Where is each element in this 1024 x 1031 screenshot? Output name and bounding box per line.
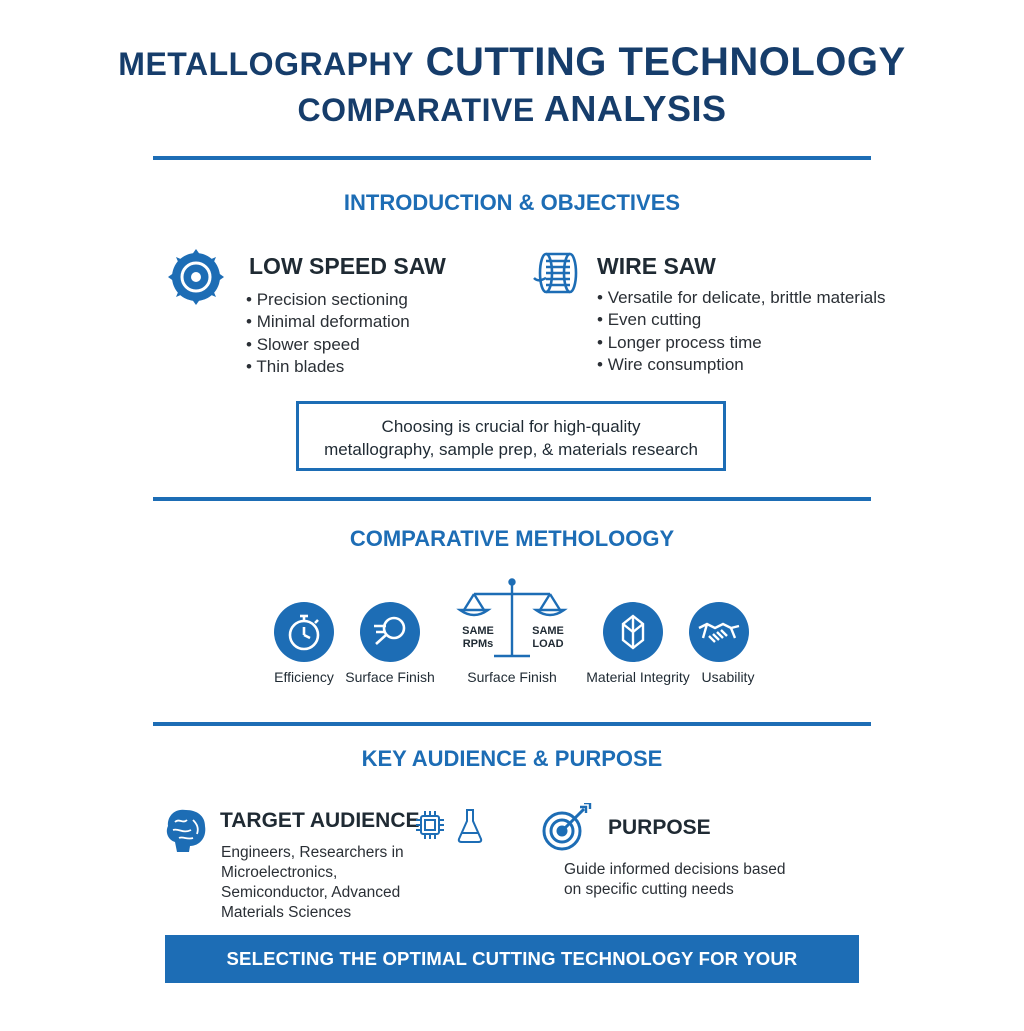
title-cutting-technology: CUTTING TECHNOLOGY <box>425 40 906 84</box>
wire-saw-bullets <box>597 287 885 376</box>
scale-left-pan-text <box>458 625 498 651</box>
purpose-title: PURPOSE <box>608 816 711 839</box>
low-speed-saw-title: LOW SPEED SAW <box>249 253 446 279</box>
method-label-surface-finish: Surface Finish <box>345 669 435 685</box>
target-audience-text <box>221 843 404 923</box>
list-item: • Versatile for delicate, brittle materials <box>597 287 885 309</box>
stopwatch-icon <box>274 602 334 662</box>
brain-icon <box>163 806 209 858</box>
divider-3 <box>153 722 871 726</box>
method-label-efficiency: Efficiency <box>274 669 334 685</box>
page-title-line-2 <box>0 88 1024 130</box>
method-label-surface-finish-2: Surface Finish <box>467 669 557 685</box>
target-line-2: Microelectronics, <box>221 864 338 881</box>
purpose-line-2: on specific cutting needs <box>564 881 734 898</box>
section-heading-methodology: COMPARATIVE METHOLOOGY <box>349 526 675 551</box>
wire-saw-title: WIRE SAW <box>597 253 716 279</box>
target-audience-title: TARGET AUDIENCE <box>220 809 420 832</box>
magnifier-icon <box>360 602 420 662</box>
title-analysis: ANALYSIS <box>543 88 727 129</box>
scale-right-line-1: SAME <box>532 625 564 637</box>
crystal-icon <box>603 602 663 662</box>
section-heading-audience: KEY AUDIENCE & PURPOSE <box>361 746 663 771</box>
title-comparative: COMPARATIVE <box>297 92 535 128</box>
purpose-text <box>564 860 785 900</box>
flask-icon <box>456 808 484 844</box>
divider-2 <box>153 497 871 501</box>
chip-icon <box>413 808 447 842</box>
scale-left-line-1: SAME <box>462 625 494 637</box>
list-item: • Even cutting <box>597 309 885 331</box>
list-item: • Minimal deformation <box>246 311 410 333</box>
target-icon <box>540 803 596 853</box>
handshake-icon <box>689 602 749 662</box>
method-label-material-integrity: Material Integrity <box>586 669 690 685</box>
target-line-4: Materials Sciences <box>221 904 352 921</box>
title-metallography: METALLOGRAPHY <box>118 46 414 82</box>
scale-right-line-2: LOAD <box>532 638 564 650</box>
divider-1 <box>153 156 871 160</box>
callout-line-2: metallography, sample prep, & materials research <box>324 440 698 459</box>
callout-line-1: Choosing is crucial for high-quality <box>381 417 641 436</box>
list-item: • Slower speed <box>246 334 410 356</box>
scale-left-line-2: RPMs <box>462 638 494 650</box>
callout-box <box>296 401 726 471</box>
wire-spool-icon <box>532 248 582 298</box>
target-line-3: Semiconductor, Advanced <box>221 884 401 901</box>
footer-banner: SELECTING THE OPTIMAL CUTTING TECHNOLOGY FOR YOUR APPLICATION <box>165 935 859 983</box>
section-heading-intro: INTRODUCTION & OBJECTIVES <box>343 190 681 215</box>
list-item: • Wire consumption <box>597 354 885 376</box>
method-label-usability: Usability <box>701 669 755 685</box>
list-item: • Precision sectioning <box>246 289 410 311</box>
page-title-line-1 <box>0 40 1024 85</box>
list-item: • Thin blades <box>246 356 410 378</box>
scale-right-pan-text <box>528 625 568 651</box>
list-item: • Longer process time <box>597 332 885 354</box>
target-line-1: Engineers, Researchers in <box>221 844 404 861</box>
low-speed-saw-bullets <box>246 289 410 378</box>
purpose-line-1: Guide informed decisions based <box>564 861 786 878</box>
saw-blade-icon <box>166 247 226 307</box>
